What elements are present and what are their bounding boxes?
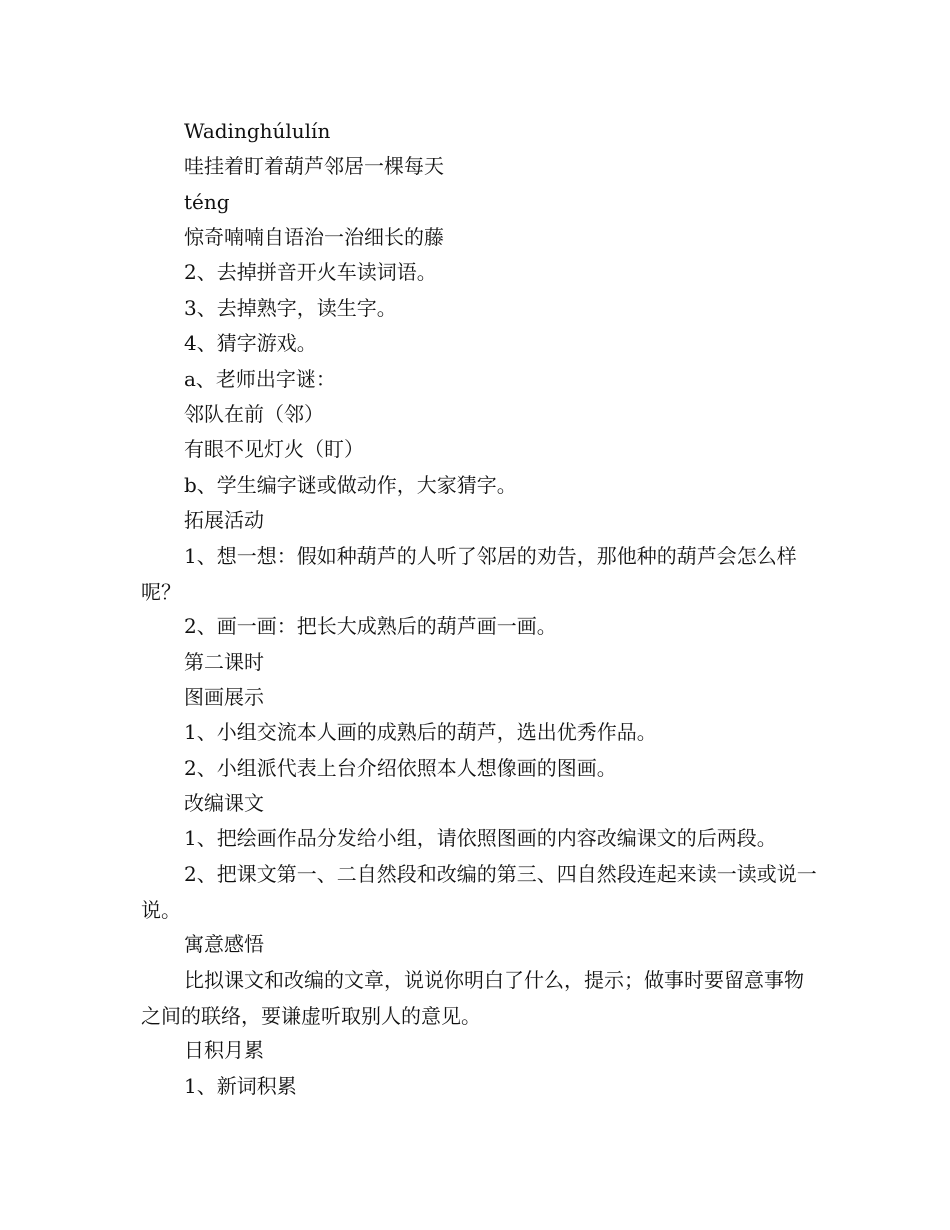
step-2: 2、去掉拼音开火车读词语。 [184,260,437,284]
pinyin-line-1: Wadinghúlulín [184,119,331,143]
adapt-item-2: 2、把课文第一、二自然段和改编的第三、四自然段连起来读一读或说一说。 [141,862,817,922]
step-4a: a、老师出字谜： [184,367,336,391]
section-heading-extension: 拓展活动 [184,508,264,532]
section-heading-pictures: 图画展示 [184,685,264,709]
accumulate-item-1: 1、新词积累 [184,1074,297,1098]
section-heading-adapt: 改编课文 [184,791,264,815]
section-heading-accumulate: 日积月累 [184,1038,264,1062]
lesson-heading: 第二课时 [184,650,264,674]
vocabulary-line-2: 惊奇喃喃自语治一治细长的藤 [184,225,444,249]
riddle-1: 邻队在前（邻） [184,402,324,426]
vocabulary-line-1: 哇挂着盯着葫芦邻居一棵每天 [184,154,444,178]
step-3: 3、去掉熟字，读生字。 [184,296,397,320]
pictures-item-1: 1、小组交流本人画的成熟后的葫芦，选出优秀作品。 [184,720,657,744]
pinyin-line-2: téng [184,190,230,214]
pictures-item-2: 2、小组派代表上台介绍依照本人想像画的图画。 [184,756,617,780]
step-4b: b、学生编字谜或做动作，大家猜字。 [184,473,517,497]
section-heading-meaning: 寓意感悟 [184,932,264,956]
extension-item-2: 2、画一画：把长大成熟后的葫芦画一画。 [184,614,557,638]
meaning-paragraph: 比拟课文和改编的文章，说说你明白了什么，提示；做事时要留意事物之间的联络，要谦虚听取别人的意见。 [141,968,804,1028]
step-4: 4、猜字游戏。 [184,331,317,355]
extension-item-1: 1、想一想：假如种葫芦的人听了邻居的劝告，那他种的葫芦会怎么样呢？ [141,544,797,604]
riddle-2: 有眼不见灯火（盯） [184,437,364,461]
adapt-item-1: 1、把绘画作品分发给小组，请依照图画的内容改编课文的后两段。 [184,826,777,850]
